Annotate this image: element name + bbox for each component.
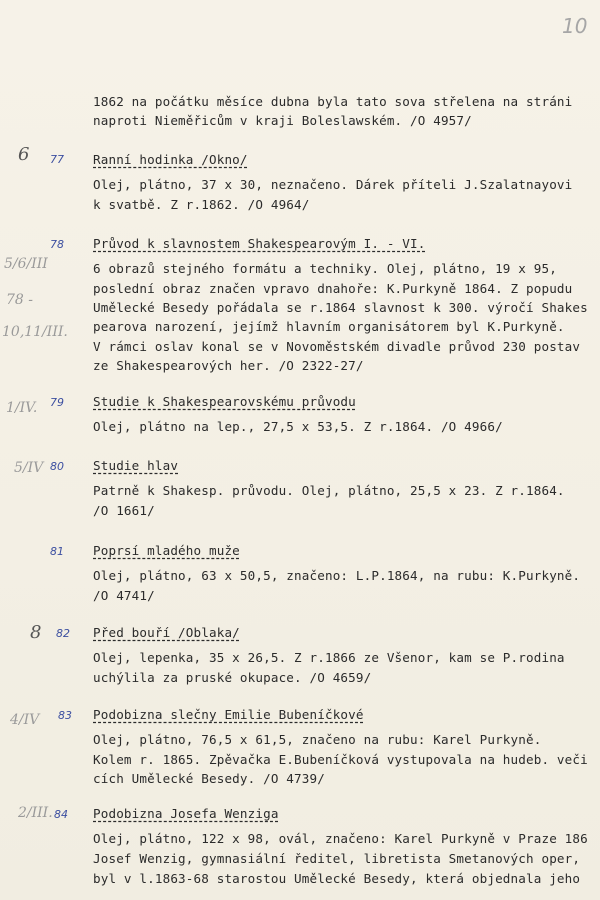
entry-title: Podobizna Josefa Wenziga [93,806,279,821]
margin-note: 78 - [6,292,33,308]
entry-number: 79 [50,396,64,409]
text-line: Olej, plátno, 76,5 x 61,5, značeno na rubu: Karel Purkyně. [93,732,542,747]
entry-number: 78 [50,238,64,251]
text-line: Patrně k Shakesp. průvodu. Olej, plátno, 25,5 x 23. Z r.1864. [93,483,565,498]
page-number: 10 [562,14,588,38]
entry-number: 82 [56,627,70,640]
entry-title: Průvod k slavnostem Shakespearovým I. - VI. [93,236,426,251]
text-line: Olej, plátno, 122 x 98, ovál, značeno: Karel Purkyně v Praze 186 [93,831,588,846]
entry-number: 83 [58,709,72,722]
text-line: Olej, plátno, 63 x 50,5, značeno: L.P.1864, na rubu: K.Purkyně. [93,568,581,583]
text-line: V rámci oslav konal se v Novoměstském divadle průvod 230 postav [93,339,581,354]
text-line: ze Shakespearových her. /O 2322-27/ [93,358,364,373]
entry-number: 77 [50,153,64,166]
entry-title: Studie k Shakespearovskému průvodu [93,394,356,409]
text-line: Kolem r. 1865. Zpěvačka E.Bubeníčková vystupovala na hudeb. veči [93,752,588,767]
margin-note: 1/IV. [6,400,38,416]
text-line: naproti Nieměřicům v kraji Boleslawském. /O 4957/ [93,113,472,128]
text-line: Umělecké Besedy pořádala se r.1864 slavnost k 300. výročí Shakes [93,300,588,315]
text-line: Olej, plátno na lep., 27,5 x 53,5. Z r.1864. /O 4966/ [93,419,503,434]
margin-note: 8 [30,622,42,643]
text-line: k svatbě. Z r.1862. /O 4964/ [93,197,310,212]
margin-note: 4/IV [10,712,40,728]
text-line: uchýlila za pruské okupace. /O 4659/ [93,670,372,685]
text-line: pearova narození, jejímž hlavním organisátorem byl K.Purkyně. [93,319,565,334]
entry-title: Podobizna slečny Emilie Bubeníčkové [93,707,364,722]
margin-note: 10,11/III. [2,324,68,340]
entry-title: Ranní hodinka /Okno/ [93,152,248,167]
entry-number: 80 [50,460,64,473]
text-line: /O 1661/ [93,503,155,518]
text-line: Olej, lepenka, 35 x 26,5. Z r.1866 ze Všenor, kam se P.rodina [93,650,565,665]
text-line: poslední obraz značen vpravo dnahoře: K.Purkyně 1864. Z popudu [93,281,573,296]
margin-note: 2/III. [18,805,53,821]
entry-number: 81 [50,545,64,558]
margin-note: 5/6/III [4,256,48,272]
text-line: Josef Wenzig, gymnasiální ředitel, libretista Smetanových oper, [93,851,581,866]
entry-title: Poprsí mladého muže [93,543,240,558]
text-line: byl v l.1863-68 starostou Umělecké Besedy, která objednala jeho [93,871,581,886]
entry-title: Před bouří /Oblaka/ [93,625,240,640]
entry-number: 84 [54,808,68,821]
text-line: 1862 na počátku měsíce dubna byla tato sova střelena na stráni [93,94,573,109]
text-line: cích Umělecké Besedy. /O 4739/ [93,771,325,786]
entry-title: Studie hlav [93,458,179,473]
margin-note: 6 [18,144,30,165]
text-line: Olej, plátno, 37 x 30, neznačeno. Dárek příteli J.Szalatnayovi [93,177,573,192]
text-line: /O 4741/ [93,588,155,603]
margin-note: 5/IV [14,460,44,476]
text-line: 6 obrazů stejného formátu a techniky. Olej, plátno, 19 x 95, [93,261,557,276]
